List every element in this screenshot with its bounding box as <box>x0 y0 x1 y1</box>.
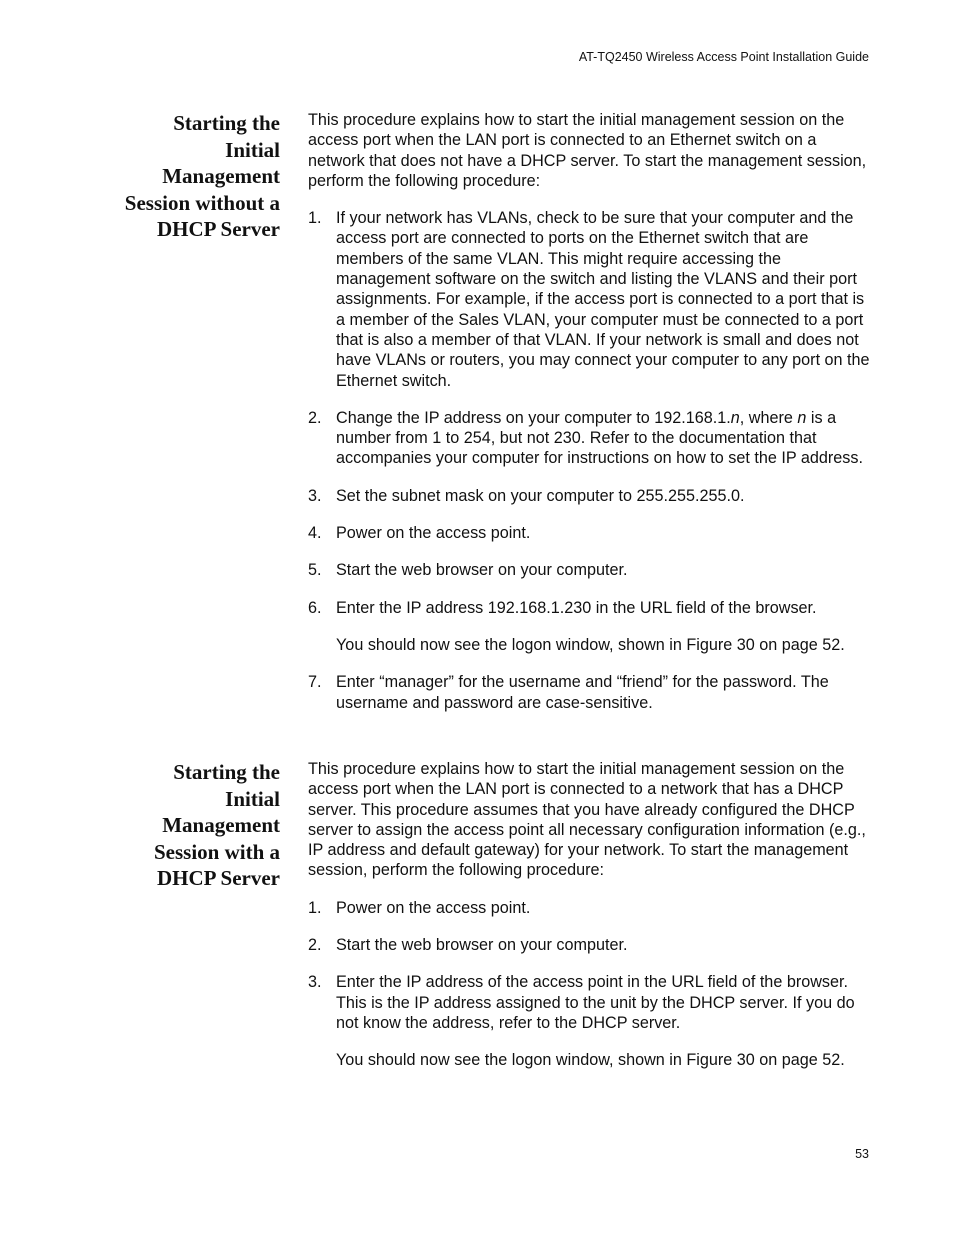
step-number: 3. <box>308 486 322 505</box>
list-item <box>308 972 874 1033</box>
heading-line: Session with a <box>153 839 280 864</box>
variable-n: n <box>797 408 807 427</box>
section-body <box>308 110 874 730</box>
heading-line: DHCP Server <box>156 866 280 890</box>
step-text: Set the subnet mask on your computer to 255.255.255.0. <box>336 486 745 505</box>
section-heading <box>80 759 280 892</box>
step-number: 1. <box>308 209 322 228</box>
heading-line: Management <box>162 164 280 188</box>
step-text-part: Change the IP address on your computer to 192.168.1. <box>336 408 731 427</box>
step-number: 2. <box>308 936 322 955</box>
step-text: Power on the access point. <box>336 898 531 917</box>
step-text: Start the web browser on your computer. <box>336 561 628 580</box>
variable-n: n <box>730 408 740 427</box>
section-body <box>308 759 874 1088</box>
procedure-list <box>308 898 874 1033</box>
step-text <box>336 409 863 468</box>
intro-paragraph: This procedure explains how to start the initial management session on the access port when the LAN port is connected to a network that has a DHCP server. This procedure assumes that you have already configured the DHCP server to assign the access point all necessary configuration information (e.g., IP address and default gateway) for your network. To start the management session, perform the following procedure: <box>308 760 866 880</box>
list-item <box>308 560 874 580</box>
list-item <box>308 935 874 955</box>
step-followup: You should now see the logon window, shown in Figure 30 on page 52. <box>336 1051 845 1070</box>
heading-line: Starting the <box>173 111 280 135</box>
step-text: Enter the IP address 192.168.1.230 in the URL field of the browser. <box>336 598 817 617</box>
heading-line: Session without a <box>124 190 280 215</box>
running-header: AT-TQ2450 Wireless Access Point Installation Guide <box>578 50 869 64</box>
heading-line: Initial <box>225 137 280 162</box>
step-number: 7. <box>308 673 322 692</box>
step-text: Enter “manager” for the username and “friend” for the password. The username and password are case-sensitive. <box>336 673 829 712</box>
page-number: 53 <box>855 1147 869 1161</box>
procedure-list <box>308 208 874 618</box>
heading-line: DHCP Server <box>156 217 280 241</box>
step-text: Start the web browser on your computer. <box>336 936 628 955</box>
step-text-part: is a number from 1 to 254, but not 230. Refer to the documentation that accompanies your computer for instructions on how to set the IP address. <box>336 408 863 468</box>
step-text-part: , where <box>739 408 798 427</box>
heading-line: Starting the <box>173 760 280 784</box>
step-text: Power on the access point. <box>336 524 531 543</box>
intro-paragraph: This procedure explains how to start the initial management session on the access port when the LAN port is connected to an Ethernet switch on a network that does not have a DHCP server. To start the management session, perform the following procedure: <box>308 111 867 190</box>
step-number: 1. <box>308 898 322 917</box>
list-item <box>308 598 874 618</box>
list-item <box>308 523 874 543</box>
step-text: If your network has VLANs, check to be sure that your computer and the access port are connected to ports on the Ethernet switch that are members of the same VLAN. This might require accessing the management software on the switch and listing the VLANS and their port assignments. For example, if the access port is connected to a port that is a member of the Sales VLAN, your computer must be connected to a port that is also a member of that VLAN. If your network is small and does not have VLANs or routers, you may connect your computer to any port on the Ethernet switch. <box>336 209 870 390</box>
list-item <box>308 408 874 469</box>
step-followup: You should now see the logon window, shown in Figure 30 on page 52. <box>336 635 845 654</box>
list-item <box>308 486 874 506</box>
list-item <box>308 208 874 391</box>
section-heading <box>80 110 280 243</box>
step-text: Enter the IP address of the access point in the URL field of the browser. This is the IP address assigned to the unit by the DHCP server. If you do not know the address, refer to the DHCP server. <box>336 973 855 1032</box>
list-item <box>308 672 874 713</box>
list-item <box>308 898 874 918</box>
step-number: 6. <box>308 598 322 617</box>
step-number: 3. <box>308 973 322 992</box>
heading-line: Initial <box>225 786 280 811</box>
step-number: 5. <box>308 561 322 580</box>
step-number: 2. <box>308 408 322 427</box>
procedure-list-continued <box>308 672 874 713</box>
step-number: 4. <box>308 524 322 543</box>
heading-line: Management <box>162 813 280 837</box>
